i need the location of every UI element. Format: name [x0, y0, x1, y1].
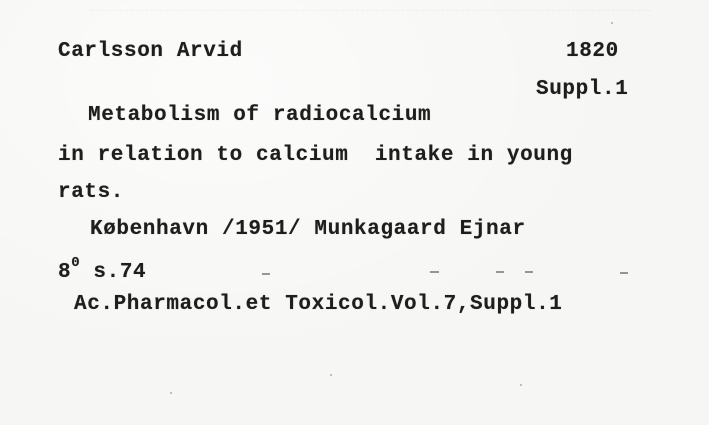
title-line-1: Metabolism of radiocalcium [88, 104, 432, 127]
paper-speck [330, 374, 332, 376]
typewriter-mark [620, 272, 628, 274]
bleed-through-texture [90, 10, 650, 41]
paper-speck [170, 392, 172, 394]
title-line-2: in relation to calcium intake in young [58, 144, 573, 167]
paper-speck [520, 384, 522, 386]
format-base: 8 [58, 261, 72, 284]
typewriter-mark [430, 271, 439, 273]
author-name: Carlsson Arvid [58, 40, 243, 63]
catalog-number: 1820 [566, 40, 619, 63]
typewriter-mark [525, 271, 533, 273]
imprint-line: København /1951/ Munkagaard Ejnar [90, 218, 526, 241]
series-line: Ac.Pharmacol.et Toxicol.Vol.7,Suppl.1 [74, 293, 563, 316]
supplement-label: Suppl.1 [536, 78, 629, 101]
typewriter-mark [262, 273, 270, 275]
paper-speck [611, 22, 613, 24]
title-line-3: rats. [58, 181, 125, 204]
format-superscript: 0 [71, 255, 81, 271]
format-line [58, 254, 146, 285]
format-pages: s.74 [80, 261, 147, 284]
typewriter-mark [496, 271, 504, 273]
